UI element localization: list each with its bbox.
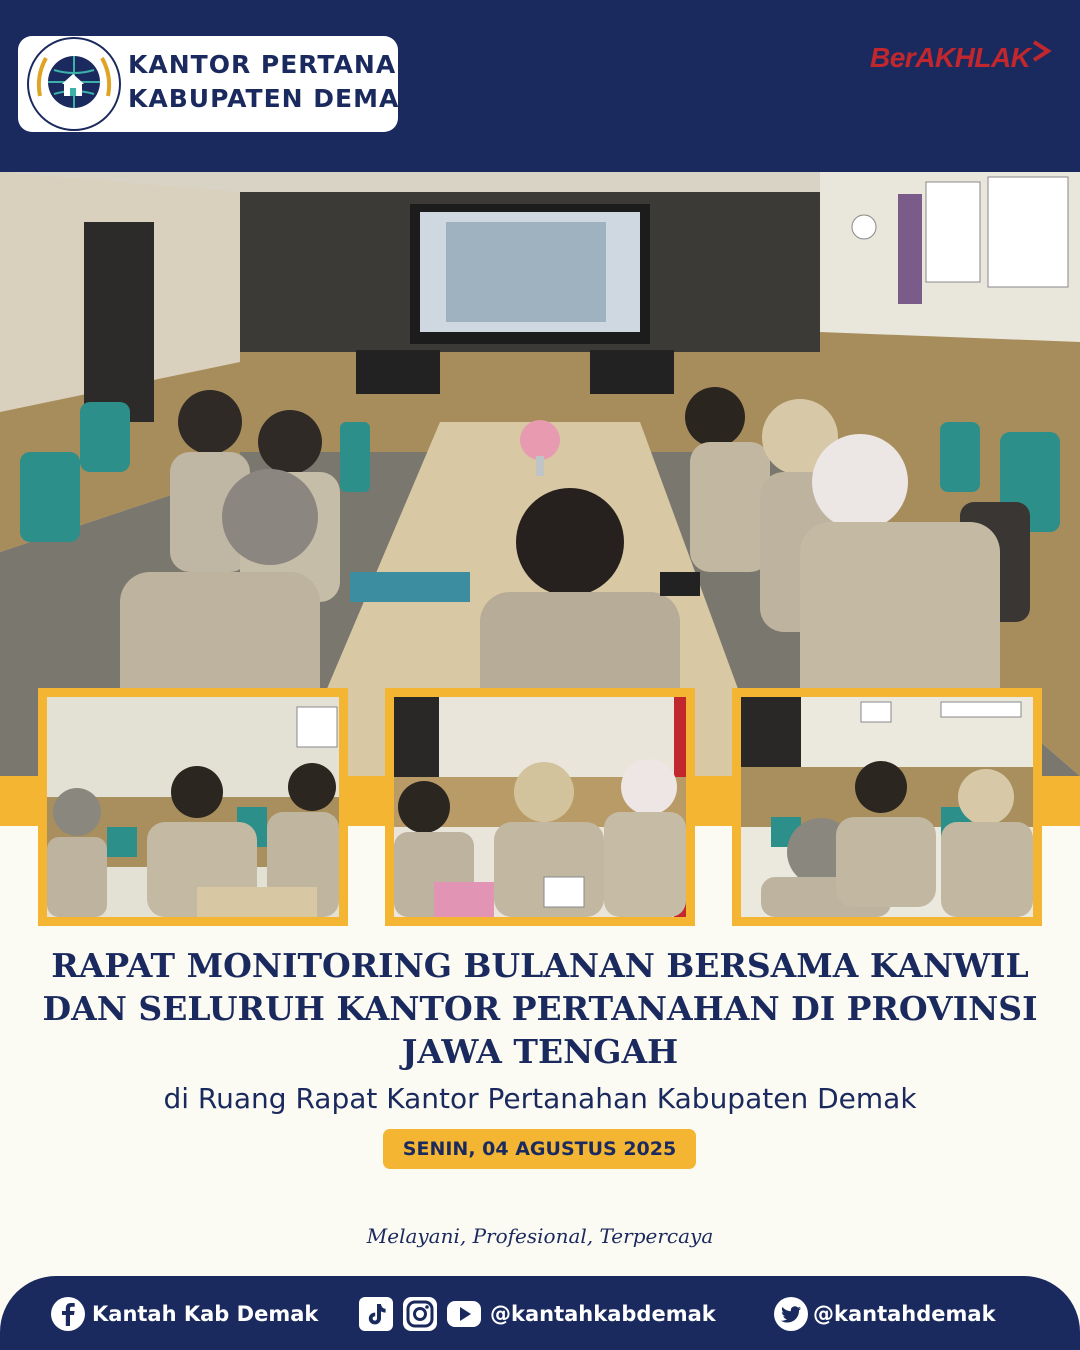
event-title-line2: DAN SELURUH KANTOR PERTANAHAN DI PROVINSI	[42, 989, 1038, 1028]
youtube-icon	[446, 1296, 482, 1332]
facebook-link[interactable]	[50, 1296, 318, 1332]
twitter-icon	[773, 1296, 809, 1332]
berakhlak-word: BerAKHLAK	[870, 42, 1031, 73]
thumbnail-photo-3	[732, 688, 1042, 926]
event-title-line3: JAWA TENGAH	[401, 1032, 679, 1071]
multi-social-link[interactable]	[358, 1296, 716, 1332]
berakhlak-logo	[870, 42, 1060, 108]
instagram-icon	[402, 1296, 438, 1332]
event-title-line1: RAPAT MONITORING BULANAN BERSAMA KANWIL	[51, 946, 1029, 985]
facebook-icon	[50, 1296, 86, 1332]
office-name-line2: KABUPATEN DEMAK	[128, 84, 420, 113]
berakhlak-tagline-1: Berorientasi Pelayanan Akuntabel Kompeten	[872, 80, 1054, 90]
chevron-right-icon	[1030, 40, 1052, 62]
event-date-badge: SENIN, 04 AGUSTUS 2025	[383, 1129, 696, 1169]
twitter-handle: @kantahdemak	[813, 1302, 996, 1326]
event-location: di Ruang Rapat Kantor Pertanahan Kabupaten Demak	[163, 1082, 917, 1115]
office-name	[128, 48, 461, 116]
tiktok-icon	[358, 1296, 394, 1332]
office-name-line1: KANTOR PERTANAHAN	[128, 50, 461, 79]
event-title	[40, 944, 1040, 1073]
main-meeting-photo	[0, 172, 1080, 776]
twitter-link[interactable]	[773, 1296, 996, 1332]
thumbnail-photo-2	[385, 688, 695, 926]
instagram-handle: @kantahkabdemak	[490, 1302, 716, 1326]
facebook-handle: Kantah Kab Demak	[92, 1302, 319, 1326]
bpn-emblem-icon	[26, 36, 122, 132]
thumbnail-photo-1	[38, 688, 348, 926]
slogan: Melayani, Profesional, Terpercaya	[366, 1224, 714, 1248]
berakhlak-tagline-2: Harmonis Loyal Adaptif Kolaboratif	[872, 92, 1015, 102]
